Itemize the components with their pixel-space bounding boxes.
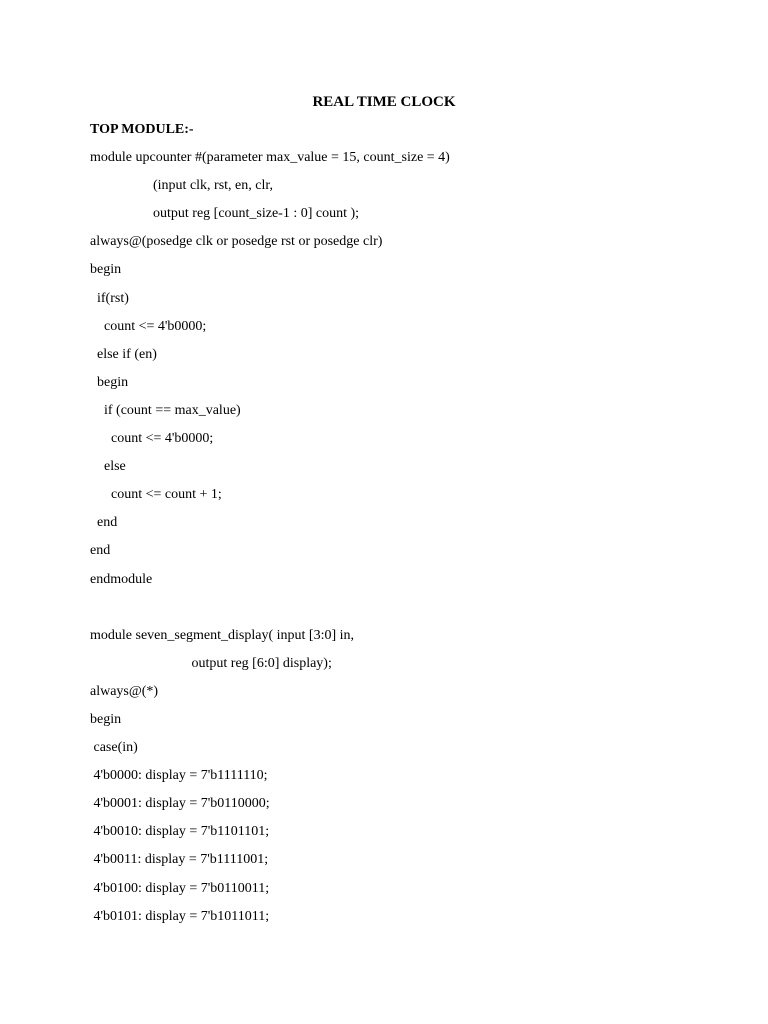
code-line: else [90, 459, 126, 475]
code-line: begin [90, 711, 122, 727]
section-heading: TOP MODULE:- [90, 122, 194, 137]
code-line: 4'b0101: display = 7'b1011011; [90, 908, 270, 924]
code-line: 4'b0100: display = 7'b0110011; [90, 880, 270, 896]
code-line: 4'b0000: display = 7'b1111110; [90, 768, 268, 784]
code-line: if (count == max_value) [90, 402, 241, 418]
code-block [90, 121, 730, 936]
code-line: always@(posedge clk or posedge rst or posedge clr) [90, 234, 383, 250]
code-line: always@(*) [90, 683, 159, 699]
code-line: output reg [count_size-1 : 0] count ); [90, 206, 360, 222]
code-line: case(in) [90, 740, 138, 756]
code-line: module upcounter #(parameter max_value = 15, count_size = 4) [90, 150, 450, 166]
code-line: 4'b0001: display = 7'b0110000; [90, 796, 270, 812]
code-line: if(rst) [90, 290, 129, 306]
code-line: end [90, 543, 111, 559]
code-line: count <= count + 1; [90, 487, 222, 503]
code-line: 4'b0010: display = 7'b1101101; [90, 824, 270, 840]
code-line: endmodule [90, 571, 153, 587]
code-line: begin [90, 262, 122, 278]
code-line: end [90, 515, 118, 531]
code-line: 4'b0011: display = 7'b1111001; [90, 852, 269, 868]
code-line: else if (en) [90, 346, 157, 362]
code-line: output reg [6:0] display); [90, 655, 332, 671]
code-line: module seven_segment_display( input [3:0] in, [90, 627, 355, 643]
code-line: begin [90, 374, 129, 390]
code-line [90, 599, 730, 627]
code-line: (input clk, rst, en, clr, [90, 178, 273, 194]
document-title: REAL TIME CLOCK [312, 94, 456, 110]
code-line: count <= 4'b0000; [90, 431, 214, 447]
code-line: count <= 4'b0000; [90, 318, 207, 334]
